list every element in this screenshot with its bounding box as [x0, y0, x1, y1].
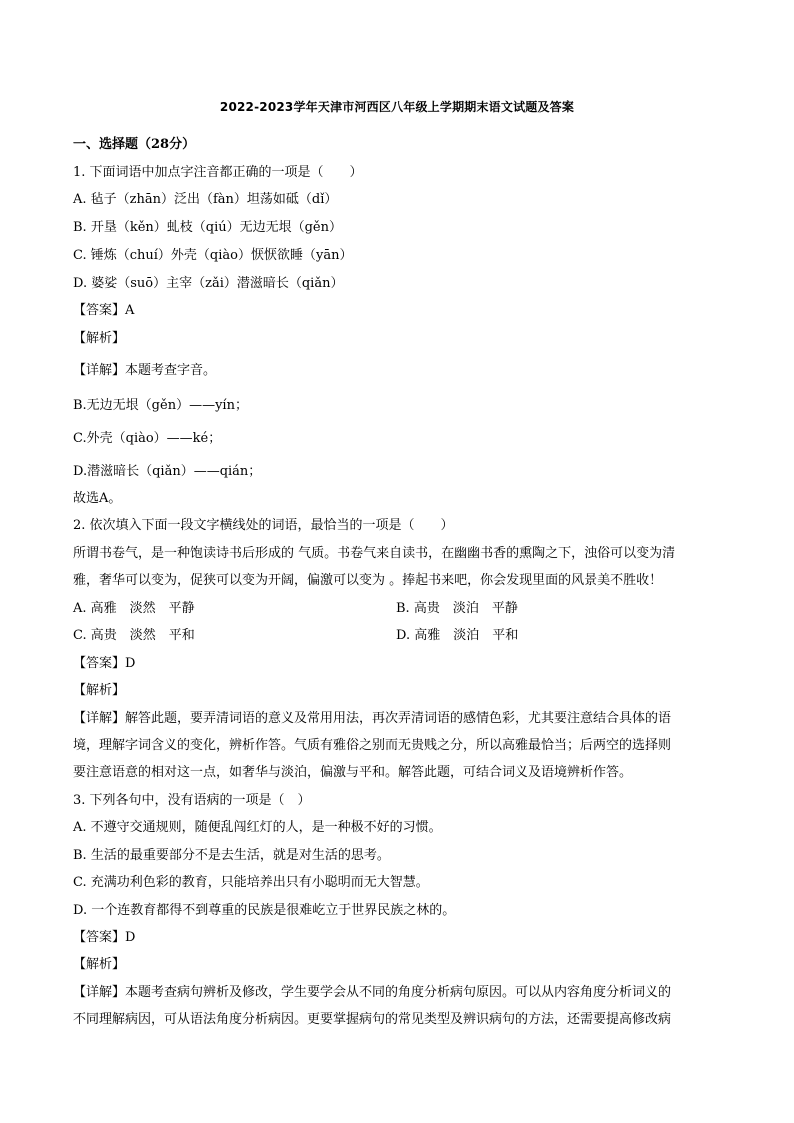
question-2-passage-line: 雅，奢华可以变为，促狭可以变为开阔，偏激可以变为 。捧起书来吧，你会发现里面的风景美不胜收！: [73, 573, 663, 588]
question-2-option-a: A. 高雅 淡然 平静: [73, 601, 195, 616]
question-3-option-c: C. 充满功利色彩的教育，只能培养出只有小聪明而无大智慧。: [73, 875, 429, 890]
question-1-note-d: D.潜滋暗长（qiǎn）——qián；: [73, 464, 262, 479]
question-2-option-b: B. 高贵 淡泊 平静: [396, 601, 518, 616]
question-2-analysis: 【解析】: [73, 683, 126, 698]
document-title: 2022-2023学年天津市河西区八年级上学期期末语文试题及答案: [219, 100, 575, 114]
question-3-option-a: A. 不遵守交通规则，随便乱闯红灯的人，是一种极不好的习惯。: [73, 820, 442, 835]
question-2-option-c: C. 高贵 淡然 平和: [73, 628, 195, 643]
question-3-option-b: B. 生活的最重要部分不是去生活，就是对生活的思考。: [73, 848, 390, 863]
question-3-option-d: D. 一个连教育都得不到尊重的民族是很难屹立于世界民族之林的。: [73, 903, 456, 918]
question-3-detail-line: 【详解】本题考查病句辨析及修改，学生要学会从不同的角度分析病句原因。可以从内容角度分析词义的: [73, 985, 672, 1000]
question-1-analysis: 【解析】: [73, 331, 126, 346]
question-3-analysis: 【解析】: [73, 957, 126, 972]
question-3-answer: 【答案】D: [73, 930, 136, 945]
question-1-option-b: B. 开垦（kěn）虬枝（qiú）无边无垠（gěn）: [73, 220, 343, 235]
question-1-option-c: C. 锤炼（chuí）外壳（qiào）恹恹欲睡（yān）: [73, 248, 353, 263]
question-1-stem: 1. 下面词语中加点字注音都正确的一项是（ ）: [73, 165, 363, 180]
question-1-detail: 【详解】本题考查字音。: [73, 363, 217, 378]
question-2-passage-line: 所谓书卷气，是一种饱读诗书后形成的 气质。书卷气来自读书，在幽幽书香的熏陶之下，浊俗可以变为清: [73, 546, 676, 561]
question-2-detail-line: 要注意语意的相对这一点，如奢华与淡泊，偏激与平和。解答此题，可结合词义及语境辨析作答。: [73, 765, 633, 780]
question-1-conclusion: 故选A。: [73, 491, 122, 506]
question-2-stem: 2. 依次填入下面一段文字横线处的词语，最恰当的一项是（ ）: [73, 518, 454, 533]
question-1-option-a: A. 毡子（zhān）泛出（fàn）坦荡如砥（dǐ）: [73, 192, 338, 207]
question-1-answer: 【答案】A: [73, 303, 135, 318]
section-heading: 一、选择题（28分）: [73, 137, 196, 152]
question-2-detail-line: 境，理解字词含义的变化，辨析作答。气质有雅俗之别而无贵贱之分，所以高雅最恰当；后两空的选择则: [73, 738, 672, 753]
question-2-option-d: D. 高雅 淡泊 平和: [396, 628, 519, 643]
question-1-option-d: D. 婆娑（suō）主宰（zǎi）潜滋暗长（qiǎn）: [73, 276, 344, 291]
question-3-detail-line: 不同理解病因，可从语法角度分析病因。更要掌握病句的常见类型及辨识病句的方法，还需要提高修改病: [73, 1012, 672, 1027]
question-2-answer: 【答案】D: [73, 656, 136, 671]
question-1-note-b: B.无边无垠（gěn）——yín；: [73, 398, 248, 413]
question-2-detail-line: 【详解】解答此题，要弄清词语的意义及常用用法，再次弄清词语的感情色彩，尤其要注意结合具体的语: [73, 711, 672, 726]
question-3-stem: 3. 下列各句中，没有语病的一项是（ ）: [73, 793, 311, 808]
question-1-note-c: C.外壳（qiào）——ké；: [73, 431, 222, 446]
